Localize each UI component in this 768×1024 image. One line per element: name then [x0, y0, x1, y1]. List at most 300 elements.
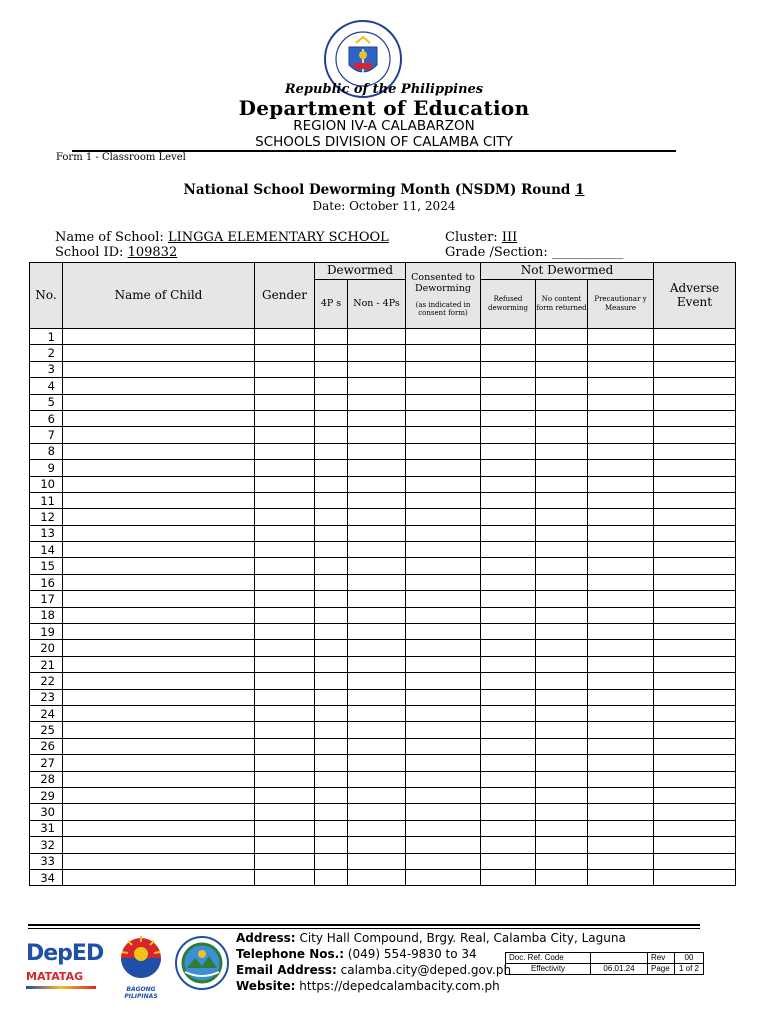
table-cell[interactable] — [348, 427, 406, 443]
table-cell[interactable] — [481, 476, 536, 492]
table-cell[interactable] — [481, 787, 536, 803]
table-cell[interactable] — [348, 755, 406, 771]
table-cell[interactable] — [654, 591, 736, 607]
table-cell[interactable] — [348, 689, 406, 705]
table-cell[interactable] — [315, 558, 348, 574]
table-cell[interactable] — [588, 607, 654, 623]
table-cell[interactable] — [348, 607, 406, 623]
table-cell[interactable] — [63, 542, 255, 558]
table-cell[interactable] — [406, 837, 481, 853]
table-cell[interactable] — [348, 656, 406, 672]
table-cell[interactable] — [406, 378, 481, 394]
table-cell[interactable] — [654, 820, 736, 836]
table-cell[interactable] — [255, 837, 315, 853]
table-cell[interactable] — [536, 673, 588, 689]
table-cell[interactable] — [654, 509, 736, 525]
table-cell[interactable] — [406, 853, 481, 869]
table-cell[interactable] — [63, 460, 255, 476]
table-cell[interactable] — [63, 492, 255, 508]
table-cell[interactable] — [406, 558, 481, 574]
table-cell[interactable] — [536, 558, 588, 574]
table-cell[interactable] — [63, 345, 255, 361]
table-cell[interactable] — [654, 722, 736, 738]
table-cell[interactable] — [406, 738, 481, 754]
table-cell[interactable] — [406, 476, 481, 492]
table-cell[interactable] — [348, 820, 406, 836]
table-cell[interactable] — [654, 771, 736, 787]
table-cell[interactable] — [481, 591, 536, 607]
table-cell[interactable] — [315, 345, 348, 361]
table-cell[interactable] — [588, 443, 654, 459]
table-cell[interactable] — [654, 837, 736, 853]
table-cell[interactable] — [654, 427, 736, 443]
table-cell[interactable] — [406, 705, 481, 721]
table-cell[interactable] — [315, 525, 348, 541]
table-cell[interactable] — [63, 837, 255, 853]
table-cell[interactable] — [536, 853, 588, 869]
table-cell[interactable] — [406, 345, 481, 361]
table-cell[interactable] — [348, 492, 406, 508]
table-cell[interactable] — [255, 624, 315, 640]
table-cell[interactable] — [406, 361, 481, 377]
table-cell[interactable] — [406, 787, 481, 803]
table-cell[interactable] — [536, 525, 588, 541]
table-cell[interactable] — [481, 509, 536, 525]
table-cell[interactable] — [63, 329, 255, 345]
table-cell[interactable] — [536, 410, 588, 426]
table-cell[interactable] — [481, 542, 536, 558]
table-cell[interactable] — [255, 410, 315, 426]
table-cell[interactable] — [63, 869, 255, 885]
table-cell[interactable] — [481, 607, 536, 623]
table-cell[interactable] — [406, 771, 481, 787]
table-cell[interactable] — [63, 361, 255, 377]
table-cell[interactable] — [406, 869, 481, 885]
table-cell[interactable] — [406, 820, 481, 836]
table-cell[interactable] — [63, 410, 255, 426]
table-cell[interactable] — [255, 689, 315, 705]
table-cell[interactable] — [588, 820, 654, 836]
table-cell[interactable] — [654, 443, 736, 459]
table-cell[interactable] — [588, 705, 654, 721]
table-cell[interactable] — [315, 476, 348, 492]
table-cell[interactable] — [406, 509, 481, 525]
table-cell[interactable] — [315, 738, 348, 754]
table-cell[interactable] — [536, 476, 588, 492]
table-cell[interactable] — [481, 738, 536, 754]
table-cell[interactable] — [63, 525, 255, 541]
table-cell[interactable] — [315, 591, 348, 607]
table-cell[interactable] — [255, 755, 315, 771]
table-cell[interactable] — [63, 624, 255, 640]
table-cell[interactable] — [348, 410, 406, 426]
table-cell[interactable] — [63, 804, 255, 820]
table-cell[interactable] — [255, 656, 315, 672]
table-cell[interactable] — [406, 656, 481, 672]
table-cell[interactable] — [536, 378, 588, 394]
table-cell[interactable] — [481, 378, 536, 394]
table-cell[interactable] — [348, 574, 406, 590]
table-cell[interactable] — [315, 492, 348, 508]
table-cell[interactable] — [348, 394, 406, 410]
table-cell[interactable] — [348, 378, 406, 394]
email-value[interactable]: calamba.city@deped.gov.ph — [340, 963, 512, 977]
table-cell[interactable] — [406, 591, 481, 607]
table-cell[interactable] — [588, 427, 654, 443]
table-cell[interactable] — [481, 410, 536, 426]
table-cell[interactable] — [588, 378, 654, 394]
table-cell[interactable] — [654, 361, 736, 377]
table-cell[interactable] — [481, 755, 536, 771]
table-cell[interactable] — [348, 624, 406, 640]
table-cell[interactable] — [348, 542, 406, 558]
table-cell[interactable] — [654, 624, 736, 640]
table-cell[interactable] — [63, 607, 255, 623]
table-cell[interactable] — [588, 624, 654, 640]
table-cell[interactable] — [588, 492, 654, 508]
table-cell[interactable] — [63, 509, 255, 525]
table-cell[interactable] — [588, 574, 654, 590]
table-cell[interactable] — [536, 738, 588, 754]
table-cell[interactable] — [315, 820, 348, 836]
table-cell[interactable] — [315, 410, 348, 426]
table-cell[interactable] — [63, 722, 255, 738]
table-cell[interactable] — [481, 673, 536, 689]
table-cell[interactable] — [63, 443, 255, 459]
table-cell[interactable] — [406, 492, 481, 508]
table-cell[interactable] — [348, 640, 406, 656]
table-cell[interactable] — [255, 574, 315, 590]
table-cell[interactable] — [654, 656, 736, 672]
table-cell[interactable] — [536, 361, 588, 377]
table-cell[interactable] — [481, 689, 536, 705]
table-cell[interactable] — [315, 640, 348, 656]
table-cell[interactable] — [536, 640, 588, 656]
table-cell[interactable] — [536, 820, 588, 836]
table-cell[interactable] — [255, 460, 315, 476]
table-cell[interactable] — [536, 837, 588, 853]
table-cell[interactable] — [654, 410, 736, 426]
table-cell[interactable] — [588, 509, 654, 525]
table-cell[interactable] — [654, 673, 736, 689]
table-cell[interactable] — [536, 542, 588, 558]
table-cell[interactable] — [315, 656, 348, 672]
table-cell[interactable] — [315, 771, 348, 787]
table-cell[interactable] — [481, 443, 536, 459]
table-cell[interactable] — [315, 443, 348, 459]
table-cell[interactable] — [63, 656, 255, 672]
table-cell[interactable] — [481, 394, 536, 410]
table-cell[interactable] — [536, 329, 588, 345]
table-cell[interactable] — [406, 443, 481, 459]
table-cell[interactable] — [406, 755, 481, 771]
table-cell[interactable] — [481, 656, 536, 672]
table-cell[interactable] — [315, 460, 348, 476]
table-cell[interactable] — [63, 558, 255, 574]
table-cell[interactable] — [63, 476, 255, 492]
table-cell[interactable] — [654, 378, 736, 394]
table-cell[interactable] — [588, 656, 654, 672]
table-cell[interactable] — [63, 853, 255, 869]
table-cell[interactable] — [348, 705, 406, 721]
table-cell[interactable] — [654, 640, 736, 656]
table-cell[interactable] — [255, 771, 315, 787]
table-cell[interactable] — [481, 492, 536, 508]
table-cell[interactable] — [654, 492, 736, 508]
table-cell[interactable] — [63, 591, 255, 607]
table-cell[interactable] — [654, 869, 736, 885]
table-cell[interactable] — [588, 689, 654, 705]
table-cell[interactable] — [348, 329, 406, 345]
table-cell[interactable] — [536, 443, 588, 459]
table-cell[interactable] — [406, 804, 481, 820]
table-cell[interactable] — [536, 460, 588, 476]
table-cell[interactable] — [63, 738, 255, 754]
table-cell[interactable] — [481, 361, 536, 377]
table-cell[interactable] — [481, 460, 536, 476]
table-cell[interactable] — [588, 673, 654, 689]
table-cell[interactable] — [481, 705, 536, 721]
table-cell[interactable] — [348, 738, 406, 754]
table-cell[interactable] — [255, 738, 315, 754]
table-cell[interactable] — [536, 509, 588, 525]
table-cell[interactable] — [654, 689, 736, 705]
table-cell[interactable] — [348, 787, 406, 803]
table-cell[interactable] — [315, 787, 348, 803]
table-cell[interactable] — [315, 705, 348, 721]
table-cell[interactable] — [315, 804, 348, 820]
table-cell[interactable] — [588, 329, 654, 345]
table-cell[interactable] — [654, 558, 736, 574]
table-cell[interactable] — [406, 410, 481, 426]
table-cell[interactable] — [536, 345, 588, 361]
table-cell[interactable] — [315, 394, 348, 410]
table-cell[interactable] — [255, 361, 315, 377]
table-cell[interactable] — [63, 394, 255, 410]
table-cell[interactable] — [255, 673, 315, 689]
table-cell[interactable] — [588, 755, 654, 771]
table-cell[interactable] — [348, 804, 406, 820]
table-cell[interactable] — [406, 624, 481, 640]
table-cell[interactable] — [536, 689, 588, 705]
table-cell[interactable] — [255, 804, 315, 820]
table-cell[interactable] — [315, 689, 348, 705]
table-cell[interactable] — [588, 787, 654, 803]
table-cell[interactable] — [255, 607, 315, 623]
table-cell[interactable] — [348, 837, 406, 853]
table-cell[interactable] — [654, 394, 736, 410]
table-cell[interactable] — [406, 329, 481, 345]
table-cell[interactable] — [63, 427, 255, 443]
table-cell[interactable] — [588, 722, 654, 738]
table-cell[interactable] — [63, 705, 255, 721]
table-cell[interactable] — [348, 771, 406, 787]
table-cell[interactable] — [63, 820, 255, 836]
table-cell[interactable] — [536, 492, 588, 508]
table-cell[interactable] — [315, 361, 348, 377]
table-cell[interactable] — [536, 427, 588, 443]
table-cell[interactable] — [255, 492, 315, 508]
table-cell[interactable] — [406, 460, 481, 476]
table-cell[interactable] — [654, 705, 736, 721]
table-cell[interactable] — [63, 640, 255, 656]
table-cell[interactable] — [654, 804, 736, 820]
table-cell[interactable] — [348, 591, 406, 607]
table-cell[interactable] — [406, 607, 481, 623]
table-cell[interactable] — [348, 853, 406, 869]
table-cell[interactable] — [348, 443, 406, 459]
table-cell[interactable] — [406, 673, 481, 689]
table-cell[interactable] — [255, 558, 315, 574]
table-cell[interactable] — [654, 476, 736, 492]
table-cell[interactable] — [588, 591, 654, 607]
table-cell[interactable] — [588, 804, 654, 820]
table-cell[interactable] — [588, 345, 654, 361]
table-cell[interactable] — [654, 345, 736, 361]
table-cell[interactable] — [348, 673, 406, 689]
table-cell[interactable] — [315, 869, 348, 885]
table-cell[interactable] — [315, 624, 348, 640]
table-cell[interactable] — [536, 591, 588, 607]
table-cell[interactable] — [255, 853, 315, 869]
table-cell[interactable] — [481, 574, 536, 590]
table-cell[interactable] — [348, 361, 406, 377]
table-cell[interactable] — [406, 427, 481, 443]
table-cell[interactable] — [481, 869, 536, 885]
table-cell[interactable] — [588, 460, 654, 476]
table-cell[interactable] — [348, 345, 406, 361]
table-cell[interactable] — [255, 329, 315, 345]
table-cell[interactable] — [654, 607, 736, 623]
table-cell[interactable] — [536, 869, 588, 885]
table-cell[interactable] — [481, 771, 536, 787]
table-cell[interactable] — [481, 722, 536, 738]
table-cell[interactable] — [481, 624, 536, 640]
table-cell[interactable] — [588, 394, 654, 410]
table-cell[interactable] — [536, 804, 588, 820]
table-cell[interactable] — [348, 509, 406, 525]
table-cell[interactable] — [654, 329, 736, 345]
table-cell[interactable] — [315, 378, 348, 394]
table-cell[interactable] — [536, 656, 588, 672]
table-cell[interactable] — [255, 787, 315, 803]
table-cell[interactable] — [63, 673, 255, 689]
table-cell[interactable] — [63, 378, 255, 394]
table-cell[interactable] — [255, 394, 315, 410]
table-cell[interactable] — [315, 837, 348, 853]
table-cell[interactable] — [406, 574, 481, 590]
table-cell[interactable] — [406, 542, 481, 558]
table-cell[interactable] — [255, 542, 315, 558]
table-cell[interactable] — [255, 427, 315, 443]
table-cell[interactable] — [406, 722, 481, 738]
table-cell[interactable] — [348, 869, 406, 885]
table-cell[interactable] — [536, 771, 588, 787]
table-cell[interactable] — [63, 574, 255, 590]
table-cell[interactable] — [315, 574, 348, 590]
table-cell[interactable] — [255, 640, 315, 656]
table-cell[interactable] — [588, 476, 654, 492]
table-cell[interactable] — [481, 525, 536, 541]
table-cell[interactable] — [654, 853, 736, 869]
table-cell[interactable] — [536, 394, 588, 410]
table-cell[interactable] — [481, 804, 536, 820]
table-cell[interactable] — [255, 591, 315, 607]
table-cell[interactable] — [406, 640, 481, 656]
table-cell[interactable] — [536, 607, 588, 623]
table-cell[interactable] — [255, 345, 315, 361]
table-cell[interactable] — [315, 509, 348, 525]
table-cell[interactable] — [406, 525, 481, 541]
table-cell[interactable] — [481, 640, 536, 656]
table-cell[interactable] — [63, 771, 255, 787]
table-cell[interactable] — [588, 542, 654, 558]
table-cell[interactable] — [315, 755, 348, 771]
table-cell[interactable] — [588, 771, 654, 787]
table-cell[interactable] — [481, 345, 536, 361]
table-cell[interactable] — [63, 755, 255, 771]
table-cell[interactable] — [536, 722, 588, 738]
table-cell[interactable] — [63, 787, 255, 803]
table-cell[interactable] — [255, 820, 315, 836]
table-cell[interactable] — [406, 689, 481, 705]
table-cell[interactable] — [481, 837, 536, 853]
table-cell[interactable] — [348, 558, 406, 574]
table-cell[interactable] — [481, 820, 536, 836]
table-cell[interactable] — [588, 558, 654, 574]
table-cell[interactable] — [588, 738, 654, 754]
table-cell[interactable] — [348, 476, 406, 492]
table-cell[interactable] — [348, 460, 406, 476]
table-cell[interactable] — [255, 378, 315, 394]
table-cell[interactable] — [255, 869, 315, 885]
table-cell[interactable] — [315, 542, 348, 558]
table-cell[interactable] — [481, 329, 536, 345]
table-cell[interactable] — [654, 787, 736, 803]
table-cell[interactable] — [654, 525, 736, 541]
table-cell[interactable] — [654, 755, 736, 771]
table-cell[interactable] — [588, 525, 654, 541]
table-cell[interactable] — [315, 853, 348, 869]
table-cell[interactable] — [348, 722, 406, 738]
table-cell[interactable] — [536, 755, 588, 771]
table-cell[interactable] — [654, 460, 736, 476]
table-cell[interactable] — [588, 640, 654, 656]
table-cell[interactable] — [536, 705, 588, 721]
table-cell[interactable] — [654, 738, 736, 754]
table-cell[interactable] — [654, 574, 736, 590]
table-cell[interactable] — [536, 787, 588, 803]
table-cell[interactable] — [406, 394, 481, 410]
table-cell[interactable] — [63, 689, 255, 705]
table-cell[interactable] — [315, 329, 348, 345]
table-cell[interactable] — [481, 853, 536, 869]
table-cell[interactable] — [481, 427, 536, 443]
table-cell[interactable] — [536, 624, 588, 640]
table-cell[interactable] — [588, 361, 654, 377]
table-cell[interactable] — [315, 722, 348, 738]
table-cell[interactable] — [654, 542, 736, 558]
table-cell[interactable] — [348, 525, 406, 541]
table-cell[interactable] — [255, 525, 315, 541]
table-cell[interactable] — [255, 722, 315, 738]
table-cell[interactable] — [588, 837, 654, 853]
table-cell[interactable] — [255, 705, 315, 721]
table-cell[interactable] — [315, 427, 348, 443]
table-cell[interactable] — [588, 410, 654, 426]
table-cell[interactable] — [315, 673, 348, 689]
table-cell[interactable] — [588, 853, 654, 869]
